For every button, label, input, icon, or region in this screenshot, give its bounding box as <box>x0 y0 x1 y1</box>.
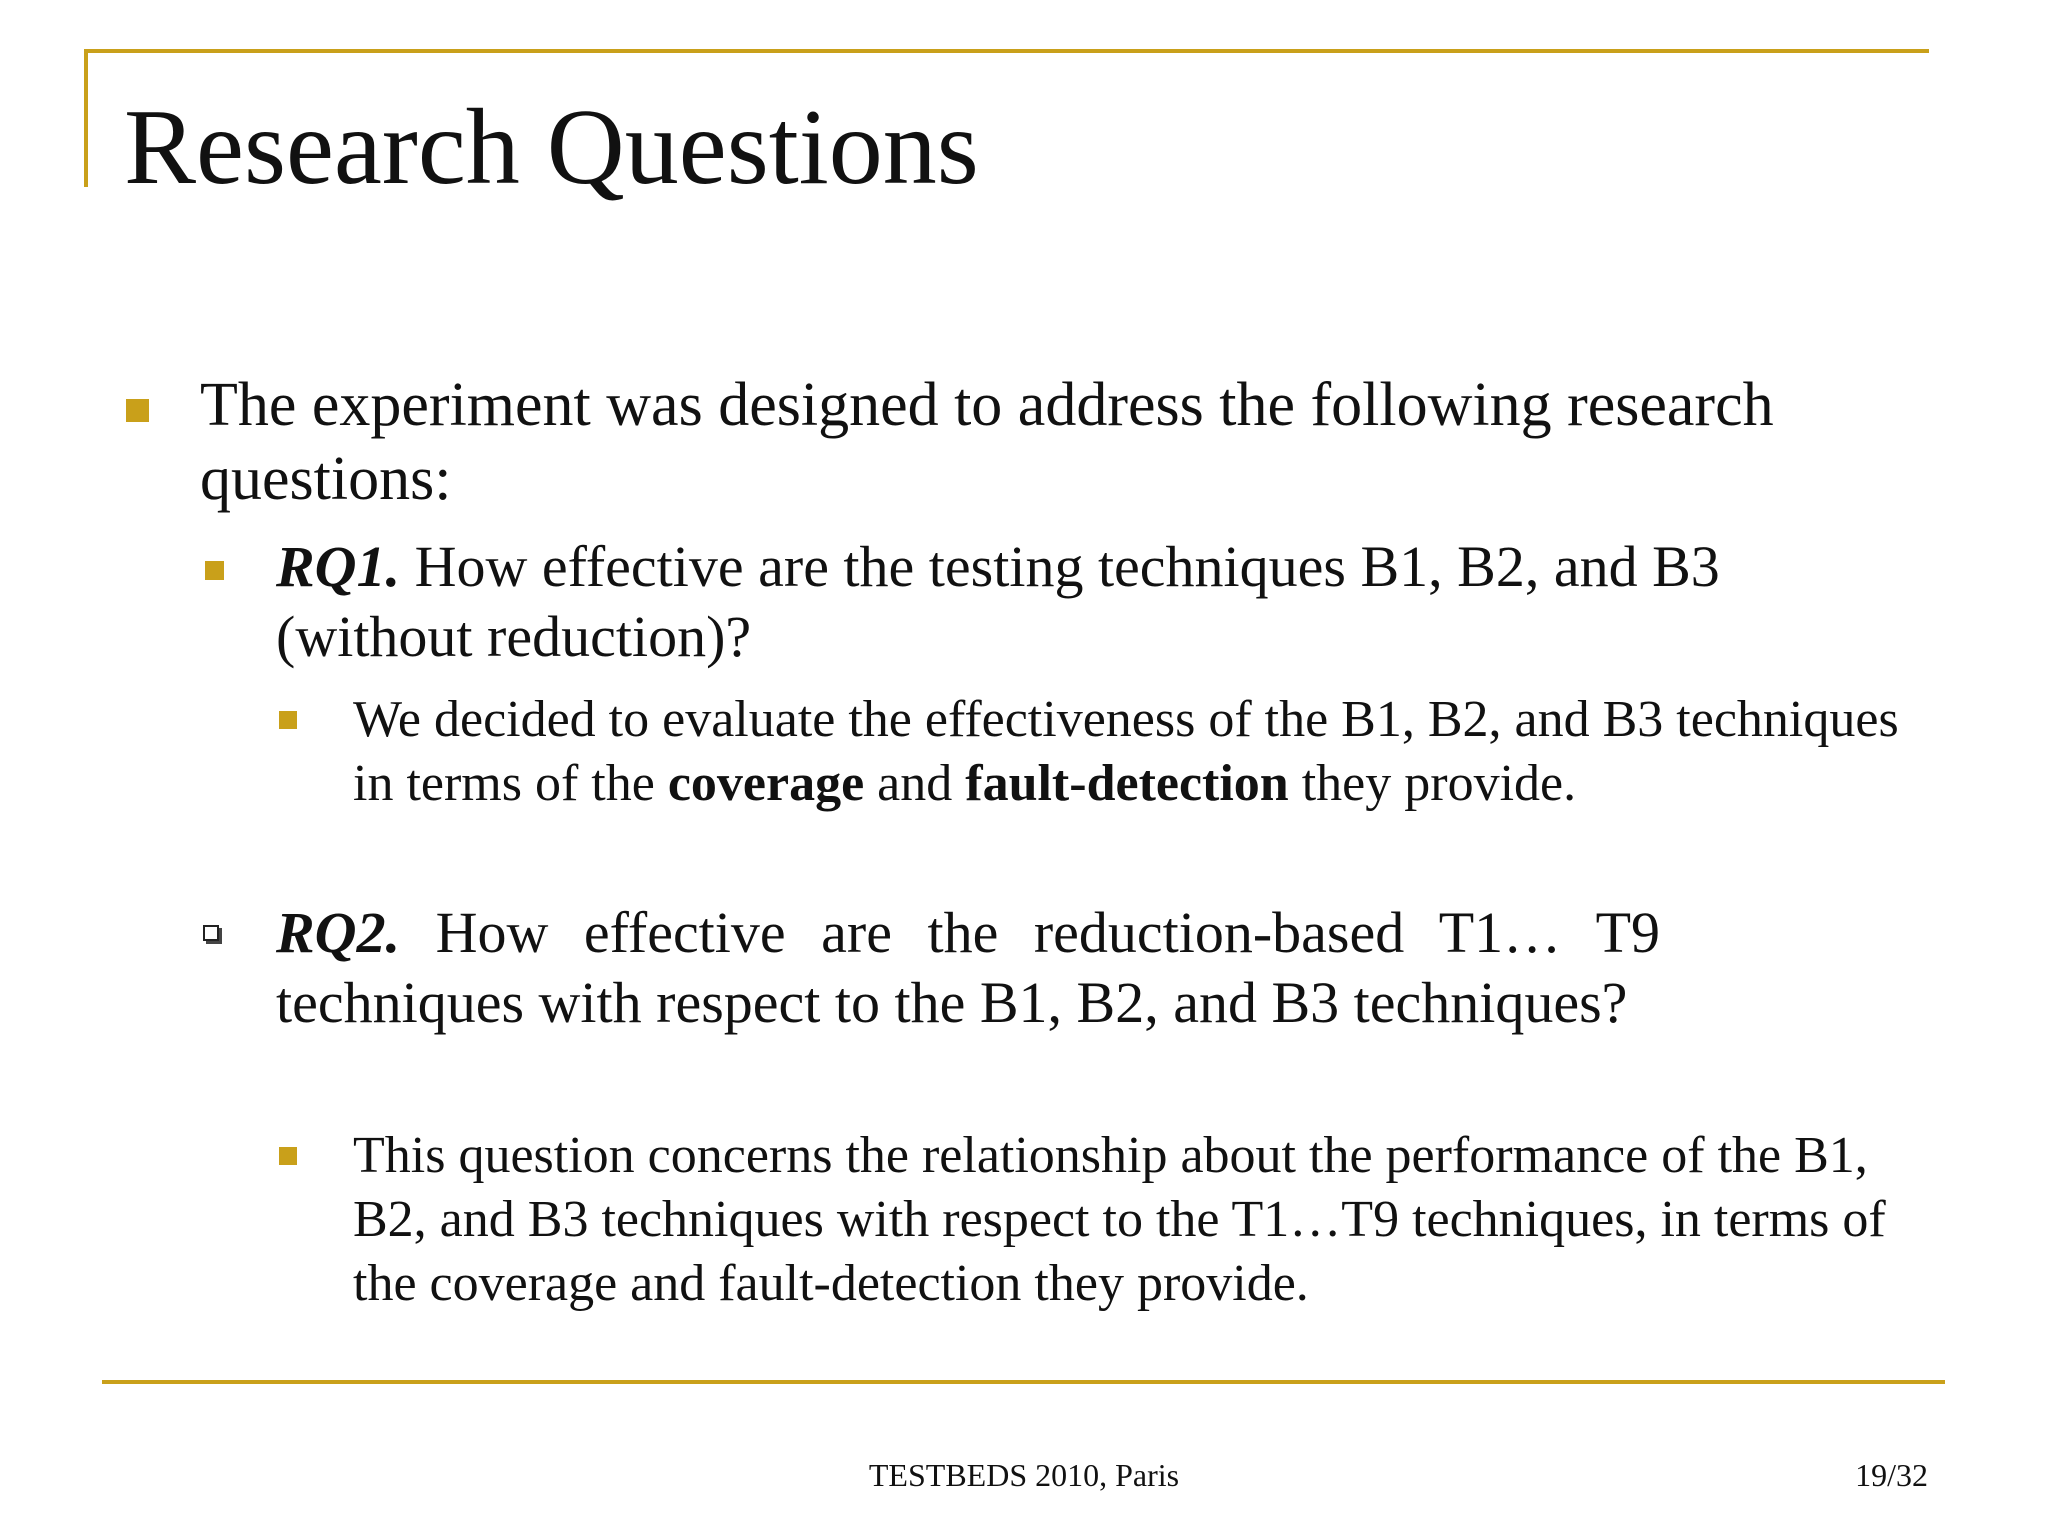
bottom-rule <box>102 1380 1945 1384</box>
rq1-detail-bold-coverage: coverage <box>667 755 865 812</box>
rq2-label: RQ2. <box>276 900 401 965</box>
hollow-square-bullet-icon <box>203 925 219 941</box>
rq1-detail-middle: and <box>864 755 966 812</box>
square-bullet-icon <box>279 1147 297 1165</box>
square-bullet-icon <box>205 561 224 580</box>
square-bullet-icon <box>279 711 297 729</box>
rq1-question: How effective are the testing techniques B1, B2, and B3 (without reduction)? <box>276 534 1720 669</box>
left-rule <box>84 49 88 187</box>
slide-title: Research Questions <box>124 88 979 207</box>
rq1-detail <box>353 688 1913 816</box>
square-bullet-icon <box>126 399 149 422</box>
rq2-item <box>276 898 1660 1038</box>
top-rule <box>84 49 1929 53</box>
rq2-detail: This question concerns the relationship about the performance of the B1, B2, and B3 techniques with respect to the T1…T9 techniques, in terms of the coverage and fault-detection they provide. <box>353 1127 1886 1312</box>
rq1-detail-bold-fault-detection: fault-detection <box>965 755 1289 812</box>
rq1-detail-after: they provide. <box>1288 755 1577 812</box>
rq1-label: RQ1. <box>276 534 401 599</box>
intro-text: The experiment was designed to address the following research questions: <box>200 371 1774 513</box>
page-number: 19/32 <box>1855 1457 1928 1493</box>
rq1-detail-before: We decided to evaluate the effectiveness of the B1, B2, and B3 techniques in terms of the <box>353 691 1899 812</box>
rq2-question: How effective are the reduction-based T1… T9 techniques with respect to the B1, B2, and B3 techniques? <box>276 900 1661 1035</box>
footer-conference: TESTBEDS 2010, Paris <box>868 1457 1180 1493</box>
rq1-item <box>276 532 1916 672</box>
